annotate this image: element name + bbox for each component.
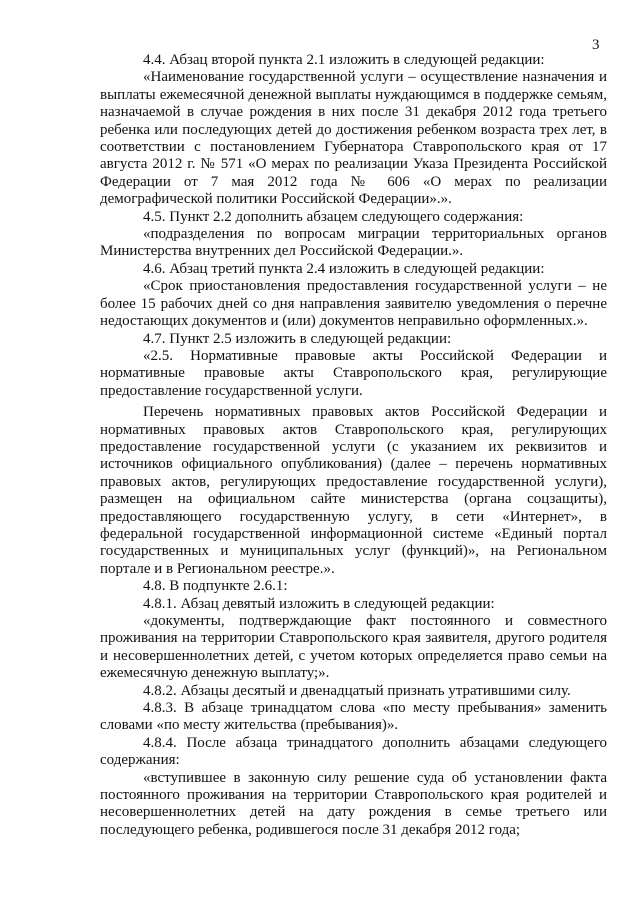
- paragraph-4-4: 4.4. Абзац второй пункта 2.1 изложить в следующей редакции:: [143, 52, 545, 68]
- paragraph-4-5: 4.5. Пункт 2.2 дополнить абзацем следующего содержания:: [143, 208, 524, 225]
- paragraph-4-8-4: 4.8.4. После абзаца тринадцатого дополнить абзацами следующего содержания:: [100, 734, 607, 769]
- paragraph-migration-units: «подразделения по вопросам миграции территориальных органов Министерства внутренних дел Российской Федерации.».: [100, 226, 607, 260]
- paragraph-4-8-2: 4.8.2. Абзацы десятый и двенадцатый признать утратившими силу.: [143, 682, 571, 699]
- paragraph-2-5: «2.5. Нормативные правовые акты Российской Федерации и нормативные правовые акты Ставропольского края, регулирующие предоставление государственной услуги.: [100, 347, 607, 399]
- paragraph-residence-documents: «документы, подтверждающие факт постоянного и совместного проживания на территории Ставропольского края заявителя, другого родителя и несовершеннолетних детей, с учетом которых определяется право семьи на ежемесячную денежную выплату;».: [100, 613, 607, 682]
- document-body: [100, 52, 607, 839]
- paragraph-4-8-3: 4.8.3. В абзаце тринадцатом слова «по месту пребывания» заменить словами «по месту жительства (пребывания)».: [100, 700, 607, 734]
- paragraph-4-8-1: 4.8.1. Абзац девятый изложить в следующей редакции:: [143, 595, 495, 612]
- paragraph-service-name: «Наименование государственной услуги – осуществление назначения и выплаты ежемесячной денежной выплаты нуждающимся в поддержке семьям, назначаемой в случае рождения в них после 31 декабря 2012 года третьего ребенка или последующих детей до достижения ребенком возраста трех лет, в соответствии с постановлением Губернатора Ставропольского края от 17 августа 2012 г. № 571 «О мерах по реализации Указа Президента Российской Федерации от 7 мая 2012 года № 606 «О мерах по реализации демографической политики Российской Федерации».».: [100, 69, 607, 208]
- paragraph-4-8: 4.8. В подпункте 2.6.1:: [143, 578, 288, 595]
- paragraph-legal-acts-list: Перечень нормативных правовых актов Российской Федерации и нормативных правовых актов Ставропольского края, регулирующих предоставление государственной услуги (с указанием их реквизитов и источников официального опубликования) (далее – перечень нормативных правовых актов, регулирующих предоставление государственной услуги), размещен на официальном сайте министерства (органа соцзащиты), предоставляющего государственную услугу, в сети «Интернет», в федеральной государственной информационной системе «Единый портал государственных и муниципальных услуг (функций)», на Региональном портале и в Региональном реестре.».: [100, 404, 607, 577]
- page-number: 3: [592, 37, 600, 53]
- paragraph-court-decision: «вступившее в законную силу решение суда об установлении факта постоянного проживания на территории Ставропольского края родителей и несовершеннолетних детей на дату рождения в семье третьего или последующего ребенка, родившегося после 31 декабря 2012 года;: [100, 769, 607, 838]
- paragraph-4-7: 4.7. Пункт 2.5 изложить в следующей редакции:: [143, 330, 452, 347]
- paragraph-4-6: 4.6. Абзац третий пункта 2.4 изложить в следующей редакции:: [143, 260, 545, 277]
- paragraph-suspension-term: «Срок приостановления предоставления государственной услуги – не более 15 рабочих дней со дня направления заявителю уведомления о перечне недостающих документов и (или) документов неправильно оформленных.».: [100, 278, 607, 330]
